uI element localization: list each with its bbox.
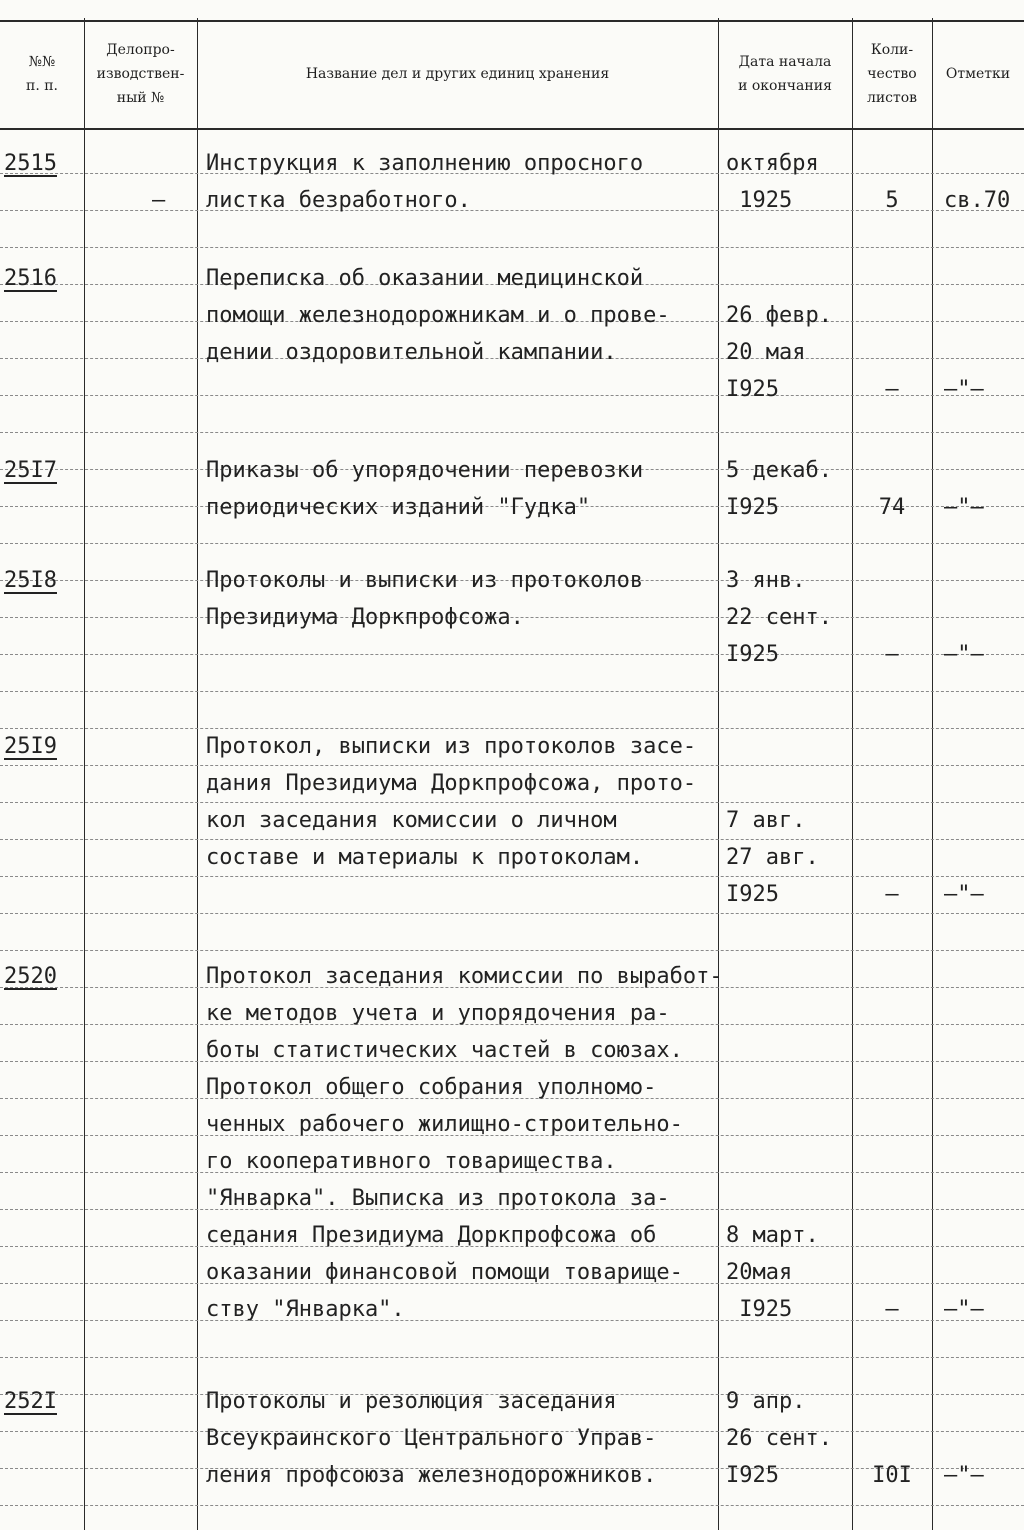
column-divider (84, 18, 85, 1530)
entry-notes: –"– (944, 1297, 984, 1322)
header-notes-text: Отметки (945, 66, 1011, 82)
entry-sheet-count: – (885, 882, 899, 907)
entry-date-line: I925 (726, 377, 779, 402)
entry-date-line: I925 (726, 1463, 779, 1488)
header-number-line: №№ (28, 54, 56, 70)
column-divider (932, 18, 933, 1530)
header-top-border (0, 20, 1024, 22)
column-divider (718, 18, 719, 1530)
header-office-number (84, 24, 197, 124)
entry-title-line: оказании финансовой помощи товарище- (206, 1260, 683, 1285)
header-title (197, 24, 718, 124)
entry-title-line: кол заседания комиссии о личном (206, 808, 617, 833)
ruled-line (0, 950, 1024, 951)
header-title-text: Название дел и других единиц хранения (305, 66, 610, 82)
entry-date-line: 7 авг. (726, 808, 806, 833)
ruled-line (0, 1357, 1024, 1358)
entry-notes: –"– (944, 1463, 984, 1488)
entry-title-line: помощи железнодорожникам и о прове- (206, 303, 670, 328)
entry-sheet-count: 74 (878, 495, 906, 520)
entry-office-number: – (152, 188, 166, 213)
entry-title-line: го кооперативного товарищества. (206, 1149, 617, 1174)
entry-number: 25I8 (4, 568, 57, 593)
entry-title-line: составе и материалы к протоколам. (206, 845, 644, 870)
entry-title-line: Инструкция к заполнению опросного (206, 151, 644, 176)
header-notes (932, 24, 1024, 124)
entry-date-line: 20мая (726, 1260, 793, 1285)
ruled-line (0, 247, 1024, 248)
entry-title-line: периодических изданий "Гудка" (206, 495, 591, 520)
entry-sheet-count: I0I (872, 1463, 912, 1488)
header-number (0, 24, 84, 124)
entry-date-line: 9 апр. (726, 1389, 806, 1414)
entry-date-line: I925 (726, 1297, 793, 1322)
ruled-line (0, 913, 1024, 914)
header-sheet-count (852, 24, 932, 124)
entry-notes: –"– (944, 377, 984, 402)
header-dates-line: и окончания (738, 78, 832, 94)
entry-sheet-count: – (885, 642, 899, 667)
ruled-line (0, 691, 1024, 692)
entry-title-line: ления профсоюза железнодорожников. (206, 1463, 657, 1488)
entry-date-line: 26 сент. (726, 1426, 832, 1451)
entry-date-line: 20 мая (726, 340, 806, 365)
entry-sheet-count: – (885, 1297, 899, 1322)
entry-title-line: Протокол общего собрания уполномо- (206, 1075, 657, 1100)
ruled-line (0, 543, 1024, 544)
header-dates (718, 24, 852, 124)
header-number-line: п. п. (25, 78, 58, 94)
entry-title-line: Протоколы и резолюция заседания (206, 1389, 617, 1414)
header-office-line: ный № (116, 90, 165, 106)
entry-date-line: 3 янв. (726, 568, 806, 593)
entry-title-line: Приказы об упорядочении перевозки (206, 458, 644, 483)
entry-number: 2520 (4, 964, 57, 989)
entry-sheet-count: – (885, 377, 899, 402)
entry-date-line: 8 март. (726, 1223, 819, 1248)
ruled-line (0, 1505, 1024, 1506)
entry-title-line: листка безработного. (206, 188, 471, 213)
header-count-line: Коли- (870, 42, 914, 58)
entry-title-line: Протокол заседания комиссии по выработ- (206, 964, 723, 989)
entry-title-line: ству "Январка". (206, 1297, 405, 1322)
entry-title-line: ке методов учета и упорядочения ра- (206, 1001, 670, 1026)
header-count-line: листов (866, 90, 918, 106)
entry-number: 2516 (4, 266, 57, 291)
entry-title-line: ченных рабочего жилищно-строительно- (206, 1112, 683, 1137)
entry-title-line: дении оздоровительной кампании. (206, 340, 617, 365)
header-count-line: чество (867, 66, 917, 82)
entry-title-line: дания Президиума Доркпрофсожа, прото- (206, 771, 697, 796)
header-office-line: Делопро- (106, 42, 175, 58)
entry-date-line: 22 сент. (726, 605, 832, 630)
entry-date-line: 5 декаб. (726, 458, 832, 483)
entry-title-line: Президиума Доркпрофсожа. (206, 605, 524, 630)
entry-title-line: седания Президиума Доркпрофсожа об (206, 1223, 657, 1248)
header-bottom-border (0, 128, 1024, 130)
entry-date-line: 27 авг. (726, 845, 819, 870)
entry-number: 25I7 (4, 458, 57, 483)
entry-notes: св.70 (944, 188, 1011, 213)
entry-title-line: Протокол, выписки из протоколов засе- (206, 734, 697, 759)
entry-number: 2515 (4, 151, 57, 176)
header-dates-line: Дата начала (738, 54, 832, 70)
entry-title-line: "Январка". Выписка из протокола за- (206, 1186, 670, 1211)
entry-sheet-count: 5 (885, 188, 899, 213)
entry-title-line: Протоколы и выписки из протоколов (206, 568, 644, 593)
entry-date-line: 26 февр. (726, 303, 832, 328)
column-divider (197, 18, 198, 1530)
entry-date-line: 1925 (726, 188, 793, 213)
entry-title-line: Всеукраинского Центрального Управ- (206, 1426, 657, 1451)
entry-notes: –"– (944, 882, 984, 907)
entry-notes: –"– (944, 642, 984, 667)
entry-number: 252I (4, 1389, 57, 1414)
entry-date-line: I925 (726, 642, 779, 667)
entry-date-line: октября (726, 151, 819, 176)
header-office-line: изводствен- (96, 66, 185, 82)
entry-number: 25I9 (4, 734, 57, 759)
entry-notes: –"– (944, 495, 984, 520)
entry-date-line: I925 (726, 882, 779, 907)
entry-title-line: боты статистических частей в союзах. (206, 1038, 683, 1063)
ruled-line (0, 432, 1024, 433)
entry-title-line: Переписка об оказании медицинской (206, 266, 644, 291)
entry-date-line: I925 (726, 495, 779, 520)
